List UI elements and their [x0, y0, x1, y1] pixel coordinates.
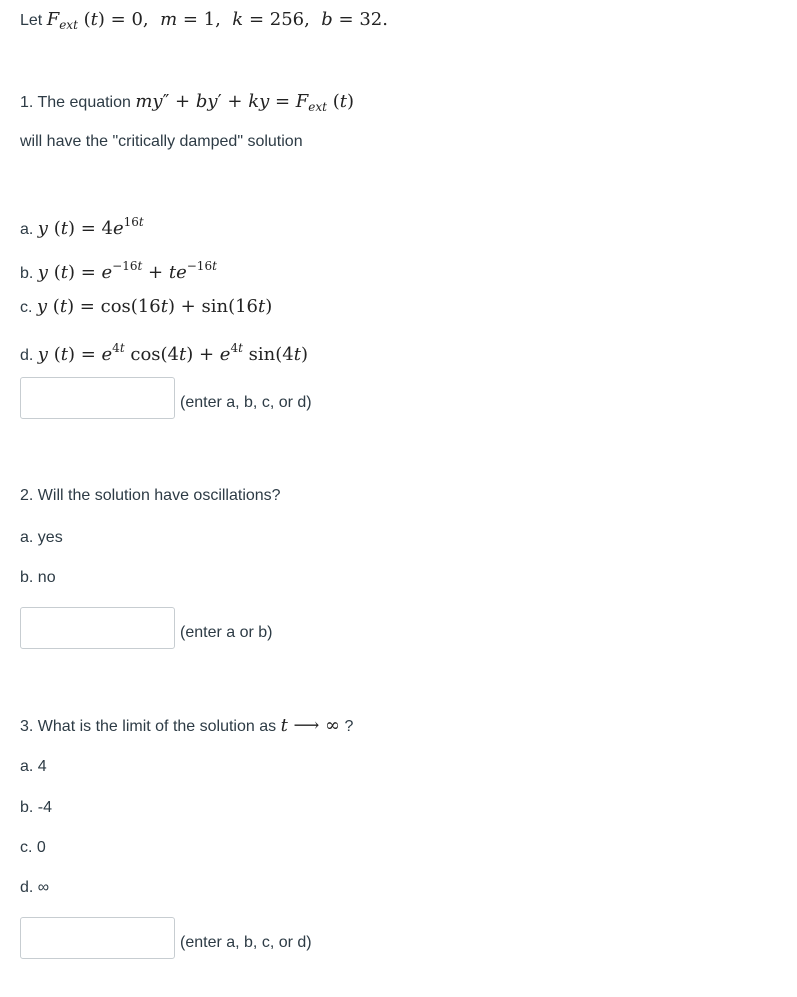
q3-option-d: d. ∞ [20, 879, 50, 896]
q3-hint: (enter a, b, c, or d) [180, 934, 312, 951]
q1-option-d [20, 336, 308, 368]
q3-option-c: c. 0 [20, 839, 46, 856]
q3-option-a: a. 4 [20, 758, 47, 775]
q1-option-letter: b. [20, 265, 34, 282]
q3-answer-input[interactable] [20, 917, 175, 959]
q1-option-b [20, 254, 217, 286]
intro-prefix: Let [20, 12, 43, 29]
q1-option-c [20, 295, 272, 320]
q1-answer-input[interactable] [20, 377, 175, 419]
intro-line [20, 8, 388, 37]
q1-option-c-formula: y (t) = cos(16t) + sin(16t) [36, 296, 273, 317]
q2-option-b: b. no [20, 569, 56, 586]
q1-option-letter: c. [20, 299, 33, 316]
q3-prompt-suffix: ? [344, 718, 354, 735]
q3-prompt [20, 714, 353, 739]
q1-option-letter: d. [20, 347, 34, 364]
q1-hint: (enter a, b, c, or d) [180, 394, 312, 411]
q2-hint: (enter a or b) [180, 624, 273, 641]
q1-option-b-formula: y $(t) = e^{-16t} + te^{-16t}$ [37, 259, 217, 283]
q1-prompt-suffix: will have the "critically damped" solution [20, 133, 303, 150]
q2-option-a: a. yes [20, 529, 63, 546]
q2-answer-input[interactable] [20, 607, 175, 649]
q3-prompt-prefix: 3. What is the limit of the solution as [20, 718, 277, 735]
q2-prompt: 2. Will the solution have oscillations? [20, 487, 281, 504]
intro-parameters-math: $F_{ext}$ (t) = 0, m = 1, k = 256, b = 32. [46, 9, 388, 32]
q1-equation-math: my″ + by′ + ky = $F_{ext}$ (t) [135, 91, 355, 114]
q1-option-letter: a. [20, 221, 34, 238]
q3-limit-expr: t ⟶ ∞ [280, 715, 341, 736]
q3-option-b: b. -4 [20, 799, 53, 816]
q1-prompt [20, 90, 354, 119]
q1-option-a-formula: y $(t) = 4e^{16t}$ [37, 215, 144, 239]
q1-option-a [20, 210, 144, 242]
q1-option-d-formula: y $(t) = e^{4t}$ $\cos(4t) + e^{4t}$ sin(4t) [37, 341, 308, 365]
q1-prompt-prefix: 1. The equation [20, 94, 131, 111]
